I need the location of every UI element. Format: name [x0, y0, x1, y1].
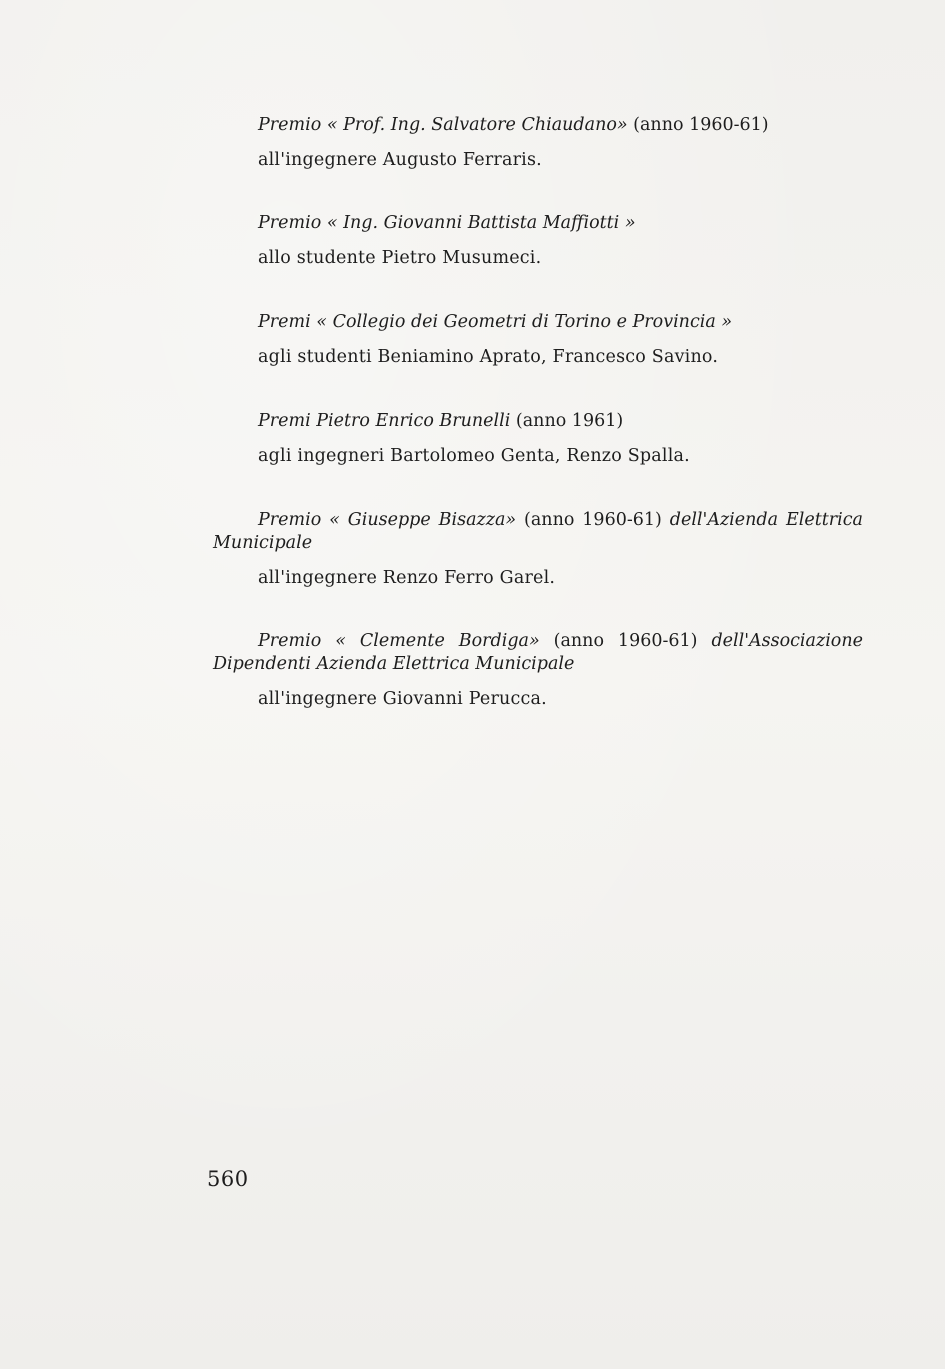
- close-quote: »: [721, 312, 733, 332]
- award-title: [213, 630, 863, 676]
- open-quote: «: [316, 312, 327, 332]
- close-quote: »: [528, 631, 540, 651]
- award-year: (anno 1960-61): [633, 115, 769, 135]
- award-name: Prof. Ing. Salvatore Chiaudano: [343, 115, 617, 135]
- award-recipient: agli studenti Beniamino Aprato, Francesco Savino.: [258, 347, 719, 367]
- award-year: (anno 1960-61): [524, 510, 662, 530]
- award-prefix: Premio: [258, 115, 322, 135]
- award-prefix: Premi: [258, 312, 311, 332]
- close-quote: »: [505, 510, 517, 530]
- award-title: [213, 114, 863, 137]
- open-quote: «: [335, 631, 346, 651]
- close-quote: »: [624, 213, 636, 233]
- award-name: Clemente Bordiga: [359, 631, 529, 651]
- award-year: (anno 1961): [515, 411, 624, 431]
- award-prefix: Premio: [258, 510, 322, 530]
- page-number: 560: [207, 1167, 249, 1191]
- award-prefix: Premi: [258, 411, 311, 431]
- award-entry: [213, 410, 863, 468]
- award-name: Giuseppe Bisazza: [347, 510, 506, 530]
- award-prefix: Premio: [258, 631, 322, 651]
- award-year: (anno 1960-61): [553, 631, 698, 651]
- award-name: Collegio dei Geometri di Torino e Provincia: [332, 312, 716, 332]
- award-sponsor: dell'Azienda Elettrica Municipale: [213, 510, 863, 553]
- open-quote: «: [326, 115, 338, 135]
- award-title: [213, 509, 863, 555]
- close-quote: »: [616, 115, 628, 135]
- award-recipient: all'ingegnere Renzo Ferro Garel.: [258, 568, 556, 588]
- award-entry: [213, 212, 863, 270]
- award-recipient: all'ingegnere Augusto Ferraris.: [258, 150, 542, 170]
- award-title: [213, 212, 863, 235]
- open-quote: «: [326, 213, 338, 233]
- award-entry: [213, 630, 863, 711]
- award-title: [213, 311, 863, 334]
- open-quote: «: [329, 510, 340, 530]
- award-sponsor: dell'Associazione Dipendenti Azienda Elettrica Municipale: [213, 631, 863, 674]
- award-recipient: allo studente Pietro Musumeci.: [258, 248, 542, 268]
- award-recipient: all'ingegnere Giovanni Perucca.: [258, 689, 547, 709]
- award-prefix: Premio: [258, 213, 322, 233]
- award-name: Ing. Giovanni Battista Maffiotti: [343, 213, 620, 233]
- award-entry: [213, 114, 863, 172]
- award-entry: [213, 311, 863, 369]
- award-title: [213, 410, 863, 433]
- award-recipient: agli ingegneri Bartolomeo Genta, Renzo Spalla.: [258, 446, 690, 466]
- award-entry: [213, 509, 863, 590]
- award-name: Pietro Enrico Brunelli: [316, 411, 511, 431]
